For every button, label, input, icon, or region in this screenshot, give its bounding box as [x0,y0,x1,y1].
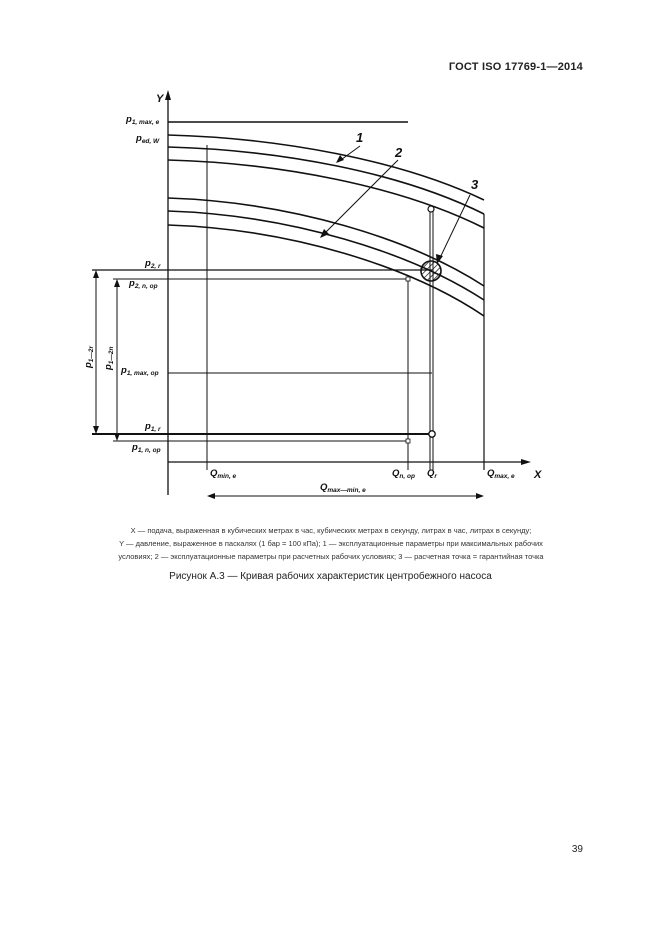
x-axis-arrow [521,459,531,465]
label-q-n-op: $Q_{n, op}$ [392,468,415,480]
label-p-1-2r: $p_{1—2r}$ [83,345,95,368]
dim-p1-2n-arrow-bottom [114,433,120,441]
figure-caption: Рисунок А.3 — Кривая рабочих характеристик центробежного насоса [169,571,492,582]
guarantee-point [421,261,441,281]
label-q-max-e: $Q_{max, e}$ [487,468,515,480]
q-r-top-point [428,206,434,212]
label-p1-max-op: $p_{1, max, op}$ [121,365,159,377]
callout-2: 2 [395,145,403,160]
dim-q-arrow-right [476,493,484,499]
callout-1: 1 [356,130,364,145]
label-p1-max-e: $p_{1, max, e}$ [126,114,160,126]
document-code: ГОСТ ISO 17769-1—2014 [448,61,583,73]
label-p2-r: $p_{2, r}$ [145,258,161,270]
x-axis-label: X [534,469,542,481]
dim-p1-2n-arrow-top [114,279,120,287]
n-op-marker-bottom [406,439,410,443]
dim-p1-2r-arrow-bottom [93,426,99,434]
curve-1-upper [168,135,484,200]
leader-3 [438,195,470,262]
leader-1-arrow [336,155,344,163]
legend-line-1: X — подача, выраженная в кубических метрах в час, кубических метрах в секунду, литрах в час, литрах в секунду; [130,526,532,535]
page-number: 39 [571,844,583,855]
label-p1-n-op: $p_{1, n, op}$ [132,442,161,454]
figure-legend [90,524,572,563]
label-p-ed-w: $p_{ed, W}$ [136,133,160,145]
callout-3: 3 [471,177,479,192]
label-p2-n-op: $p_{2, n, op}$ [129,278,158,290]
q-r-bottom-point [429,431,435,437]
y-axis-label: Y [156,93,164,105]
legend-line-3: условиях; 2 — эксплуатационные параметры при расчетных рабочих условиях; 3 — расчетная точка = гарантийная точка [118,552,544,561]
label-q-min-e: $Q_{min, e}$ [210,468,237,480]
dim-p1-2r-arrow-top [93,270,99,278]
label-p1-r: $p_{1, r}$ [145,421,161,433]
n-op-marker-top [406,277,410,281]
label-q-max-min-e: $Q_{max—min, e}$ [320,482,366,494]
label-q-r: $Q_r$ [427,468,437,480]
label-p-1-2n: $p_{1—2n}$ [103,346,115,370]
dim-q-arrow-left [207,493,215,499]
legend-line-2: Y — давление, выраженное в паскалях (1 бар = 100 кПа); 1 — эксплуатационные параметры при максимальных рабочих [119,539,543,548]
y-axis-arrow [165,90,171,100]
